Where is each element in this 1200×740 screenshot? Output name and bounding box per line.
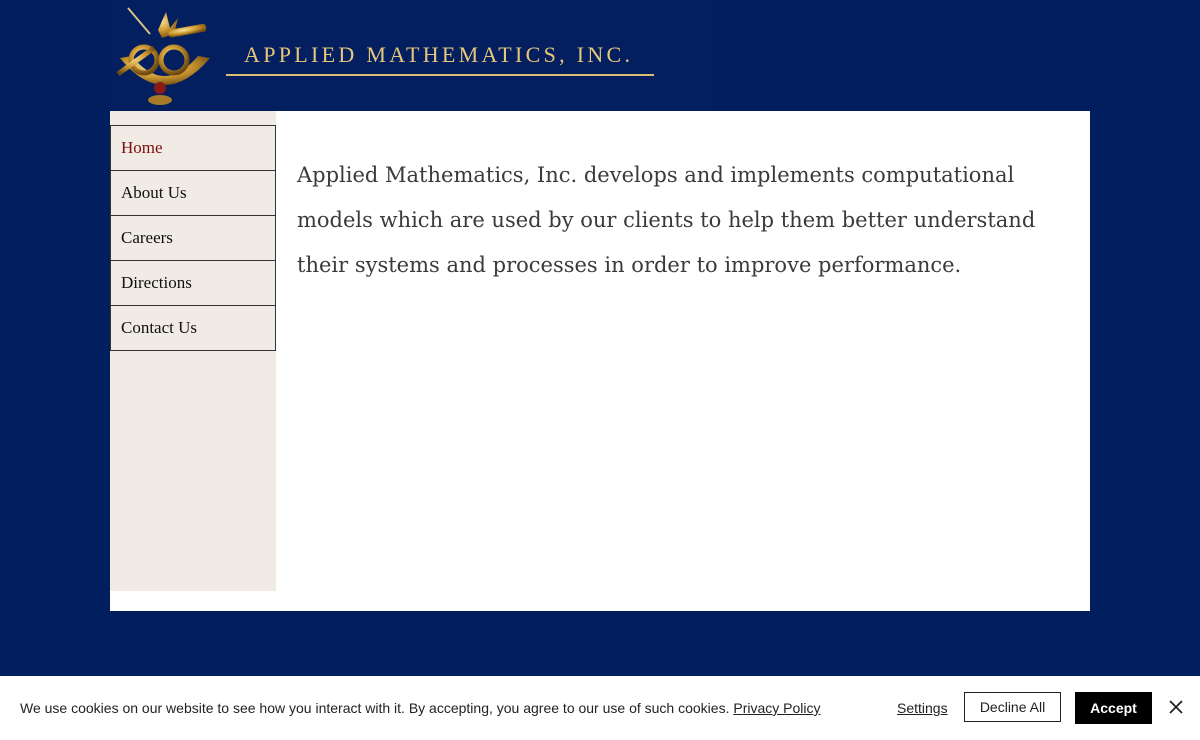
decline-all-button[interactable]: Decline All [964, 692, 1061, 722]
site-header [110, 0, 710, 110]
sidebar [110, 111, 276, 591]
cookie-message-text: We use cookies on our website to see how you interact with it. By accepting, you agree to our use of such cookies. [20, 700, 730, 716]
content-panel [110, 111, 1090, 611]
main-nav [110, 125, 276, 351]
cookie-banner [0, 676, 1200, 740]
company-name: APPLIED MATHEMATICS, INC. [244, 42, 634, 67]
nav-item-careers[interactable]: Careers [111, 216, 275, 261]
nav-item-directions[interactable]: Directions [111, 261, 275, 306]
nav-item-home[interactable]: Home [111, 126, 275, 171]
accept-button[interactable]: Accept [1075, 692, 1152, 724]
close-icon[interactable] [1166, 697, 1186, 717]
nav-item-about-us[interactable]: About Us [111, 171, 275, 216]
sextant-logo-icon[interactable] [110, 4, 218, 108]
intro-paragraph: Applied Mathematics, Inc. develops and implements computational models which are used by our clients to help them better understand their systems and processes in order to improve performance. [297, 163, 1036, 277]
nav-item-contact-us[interactable]: Contact Us [111, 306, 275, 351]
privacy-policy-link[interactable]: Privacy Policy [733, 700, 821, 716]
cookie-message [20, 700, 821, 716]
logo-underline-divider [226, 74, 654, 76]
cookie-settings-link[interactable]: Settings [897, 700, 948, 716]
